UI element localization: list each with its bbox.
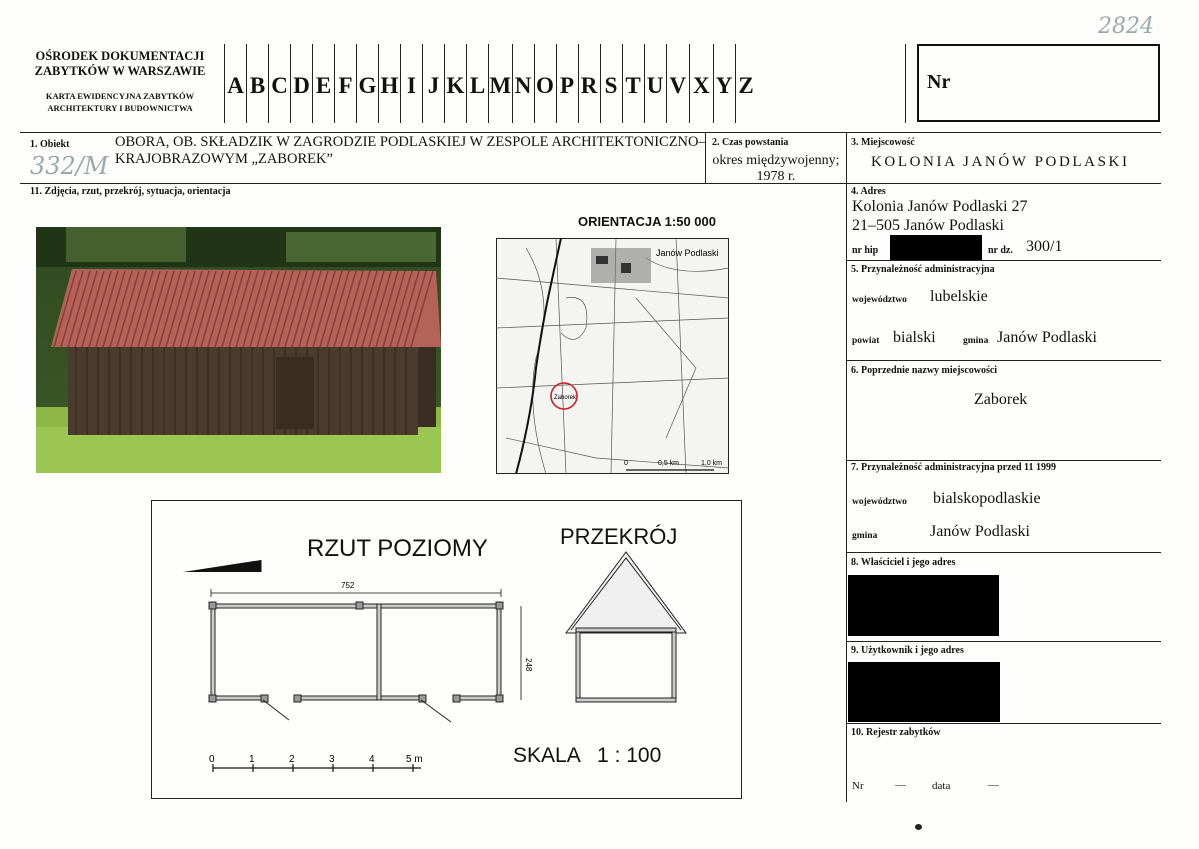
org-name: OŚRODEK DOKUMENTACJI ZABYTKÓW W WARSZAWIE [34, 49, 206, 78]
powiat-label: powiat [852, 336, 880, 346]
redacted-owner [848, 575, 999, 636]
orientation-map [496, 238, 729, 474]
skala-text: SKALA 1 : 100 [513, 744, 662, 767]
divider [847, 360, 1161, 361]
rzut-title: RZUT POZIOMY [307, 535, 488, 562]
plan-length-dimension: 752 [341, 581, 355, 590]
map-scale-1: 0,5 km [658, 460, 680, 467]
adres-label: 4. Adres [851, 186, 886, 197]
index-letter-n: N [512, 44, 534, 123]
divider [847, 552, 1161, 553]
rejestr-nr-dash: — [895, 779, 906, 791]
index-letter-x: X [689, 44, 713, 123]
index-letter-e: E [312, 44, 334, 123]
przed1999-woj-label: województwo [852, 497, 907, 507]
cross-section [566, 552, 686, 702]
map-place-label: Zaborek [554, 395, 577, 401]
scale-label: 5 m [406, 754, 423, 765]
czas-label: 2. Czas powstania [712, 137, 789, 148]
gmina-label: gmina [963, 336, 989, 346]
rejestr-nr-label: Nr [852, 780, 864, 792]
divider [20, 183, 1161, 184]
index-letter-i: I [400, 44, 422, 123]
index-letter-t: T [622, 44, 644, 123]
przed1999-gmina-value: Janów Podlaski [930, 523, 1030, 540]
scale-label: 2 [289, 754, 295, 765]
poprzednie-label: 6. Poprzednie nazwy miejscowości [851, 365, 998, 376]
obiekt-label: 1. Obiekt [30, 139, 70, 150]
index-letter-f: F [334, 44, 356, 123]
index-letter-d: D [290, 44, 312, 123]
index-letter-z: Z [735, 44, 757, 123]
card-type: KARTA EWIDENCYJNA ZABYTKÓW ARCHITEKTURY I BUDOWNICTWA [45, 91, 195, 113]
przynaleznosc-label: 5. Przynależność administracyjna [851, 264, 995, 275]
index-letter-o: O [534, 44, 556, 123]
gmina-value: Janów Podlaski [997, 329, 1097, 346]
adres-line2: 21–505 Janów Podlaski [852, 217, 1004, 234]
index-letter-m: M [488, 44, 512, 123]
scale-label: 1 [249, 754, 255, 765]
czas-value: okres międzywojenny; 1978 r. [712, 153, 840, 184]
nr-dz-label: nr dz. [988, 245, 1013, 256]
redacted-hip [890, 235, 982, 261]
letters-end-divider [905, 44, 906, 123]
index-letter-l: L [466, 44, 488, 123]
obiekt-value: OBORA, OB. SKŁADZIK W ZAGRODZIE PODLASKIEJ W ZESPOLE ARCHITEKTONICZNO– KRAJOBRAZOWYM „ZABOREK” [115, 134, 706, 167]
divider [847, 723, 1161, 724]
map-scale-2: 1,0 km [701, 460, 723, 467]
index-letter-r: R [578, 44, 600, 123]
miejscowosc-value: KOLONIA JANÓW PODLASKI [871, 154, 1130, 170]
map-town-label: Janów Podlaski [656, 248, 719, 258]
rejestr-data-dash: — [988, 779, 999, 791]
wojewodztwo-value: lubelskie [930, 288, 988, 305]
index-letter-y: Y [713, 44, 735, 123]
przekroj-title: PRZEKRÓJ [560, 524, 678, 549]
rejestr-label: 10. Rejestr zabytków [851, 727, 941, 738]
handwritten-archive-number: 2824 [1098, 14, 1154, 39]
zdjecia-label: 11. Zdjęcia, rzut, przekrój, sytuacja, orientacja [30, 186, 231, 197]
index-letter-p: P [556, 44, 578, 123]
index-letter-v: V [666, 44, 690, 123]
scale-label: 3 [329, 754, 335, 765]
nr-dz-value: 300/1 [1026, 238, 1063, 255]
scale-label: 0 [209, 754, 215, 765]
index-letter-s: S [600, 44, 622, 123]
nr-box: Nr [917, 44, 1160, 122]
index-letter-u: U [644, 44, 666, 123]
adres-line1: Kolonia Janów Podlaski 27 [852, 198, 1028, 215]
przed1999-woj-value: bialskopodlaskie [933, 490, 1041, 507]
ink-mark [915, 824, 922, 830]
rejestr-data-label: data [932, 780, 951, 792]
plan-width-dimension: 248 [524, 658, 533, 672]
poprzednie-value: Zaborek [974, 391, 1028, 408]
index-letter-b: B [246, 44, 268, 123]
redacted-user [848, 662, 1000, 722]
divider [847, 641, 1161, 642]
uzytkownik-label: 9. Użytkownik i jego adres [851, 645, 964, 656]
miejscowosc-label: 3. Miejscowość [851, 137, 915, 148]
scale-label: 4 [369, 754, 375, 765]
index-letter-a: A [224, 44, 246, 123]
index-letter-h: H [378, 44, 400, 123]
handwritten-obiekt-number: 332/M [30, 152, 109, 180]
floor-plan [209, 602, 503, 722]
przed1999-label: 7. Przynależność administracyjna przed 11 1999 [851, 462, 1056, 473]
index-letter-j: J [422, 44, 444, 123]
barn-photo [36, 227, 441, 473]
wojewodztwo-label: województwo [852, 295, 907, 305]
powiat-value: bialski [893, 329, 936, 346]
index-letter-k: K [444, 44, 466, 123]
north-arrow-icon [183, 560, 261, 572]
wlasciciel-label: 8. Właściciel i jego adres [851, 557, 956, 568]
map-scale-0: 0 [624, 460, 628, 467]
orientacja-title: ORIENTACJA 1:50 000 [578, 214, 716, 229]
nr-hip-label: nr hip [852, 245, 879, 256]
scale-bar [213, 764, 421, 772]
index-letter-g: G [356, 44, 378, 123]
index-letter-c: C [268, 44, 290, 123]
przed1999-gmina-label: gmina [852, 531, 878, 541]
divider [847, 260, 1161, 261]
letter-index-row [224, 44, 757, 123]
